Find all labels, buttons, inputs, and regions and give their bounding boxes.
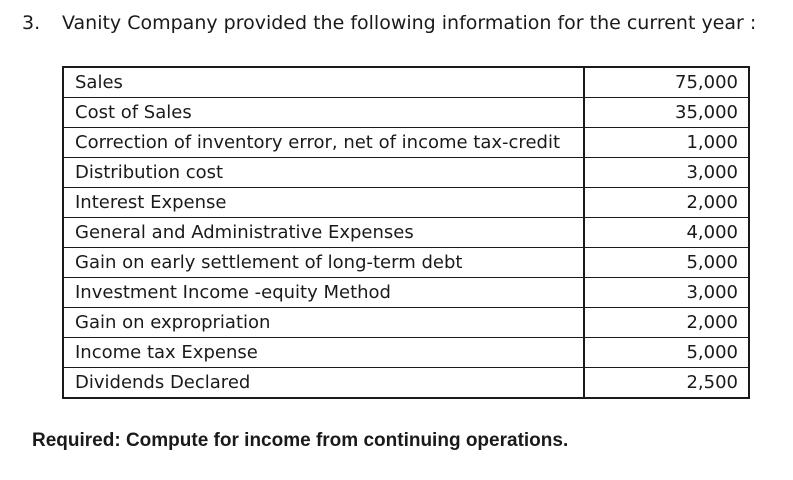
table-row bbox=[63, 188, 749, 218]
table-row bbox=[63, 128, 749, 158]
table-row bbox=[63, 248, 749, 278]
question-number: 3. bbox=[22, 12, 41, 34]
table-row bbox=[63, 368, 749, 399]
row-amount: 75,000 bbox=[584, 67, 749, 98]
row-amount: 5,000 bbox=[584, 248, 749, 278]
table-row bbox=[63, 308, 749, 338]
row-label: General and Administrative Expenses bbox=[63, 218, 584, 248]
row-amount: 5,000 bbox=[584, 338, 749, 368]
row-label: Gain on early settlement of long-term debt bbox=[63, 248, 584, 278]
row-amount: 2,000 bbox=[584, 188, 749, 218]
table-row bbox=[63, 338, 749, 368]
financial-data-table bbox=[62, 66, 750, 399]
required-instruction: Required: Compute for income from continuing operations. bbox=[32, 430, 569, 451]
table-row bbox=[63, 218, 749, 248]
question-text: Vanity Company provided the following information for the current year : bbox=[62, 12, 757, 34]
question-heading bbox=[22, 10, 756, 36]
table-row bbox=[63, 98, 749, 128]
table-row bbox=[63, 67, 749, 98]
table-row bbox=[63, 158, 749, 188]
row-label: Interest Expense bbox=[63, 188, 584, 218]
row-label: Sales bbox=[63, 67, 584, 98]
row-label: Income tax Expense bbox=[63, 338, 584, 368]
row-amount: 35,000 bbox=[584, 98, 749, 128]
row-label: Correction of inventory error, net of income tax-credit bbox=[63, 128, 584, 158]
row-amount: 2,000 bbox=[584, 308, 749, 338]
row-amount: 4,000 bbox=[584, 218, 749, 248]
row-label: Cost of Sales bbox=[63, 98, 584, 128]
table-row bbox=[63, 278, 749, 308]
row-amount: 2,500 bbox=[584, 368, 749, 399]
row-label: Dividends Declared bbox=[63, 368, 584, 399]
row-label: Investment Income -equity Method bbox=[63, 278, 584, 308]
row-label: Distribution cost bbox=[63, 158, 584, 188]
row-amount: 3,000 bbox=[584, 278, 749, 308]
row-amount: 3,000 bbox=[584, 158, 749, 188]
row-label: Gain on expropriation bbox=[63, 308, 584, 338]
row-amount: 1,000 bbox=[584, 128, 749, 158]
